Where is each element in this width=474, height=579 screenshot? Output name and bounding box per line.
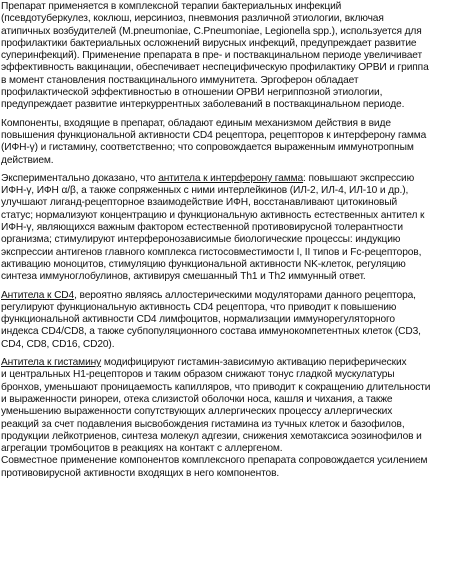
text-segment: экспрессии антигенов главного комплекса гистосовместимости I, II типов и Fc-рецепторов, (1, 246, 422, 258)
text-segment: агрегации тромбоцитов в реакциях на контакт с аллергеном. (1, 443, 283, 455)
text-line (1, 118, 473, 130)
paragraph (1, 173, 473, 284)
text-segment: (ИФН-γ) и гистамину, соответственно; что сопровождается выраженным иммунотропным (1, 142, 414, 154)
text-line (1, 142, 473, 154)
text-segment: Совместное применение компонентов комплексного препарата сопровождается усилением (1, 455, 428, 467)
text-segment: Компоненты, входящие в препарат, обладают единым механизмом действия в виде (1, 117, 391, 129)
text-line (1, 185, 473, 197)
text-line (1, 406, 473, 418)
text-line (1, 99, 473, 111)
text-segment: , вероятно являясь аллостерическими модуляторами данного рецептора, (74, 289, 416, 301)
text-segment: регулируют функциональную активность CD4 рецептора, что приводит к повышению (1, 301, 397, 313)
paragraph (1, 290, 473, 351)
text-line (1, 468, 473, 480)
text-line (1, 382, 473, 394)
text-line (1, 394, 473, 406)
text-line (1, 455, 473, 467)
text-line (1, 197, 473, 209)
text-line (1, 50, 473, 62)
text-line (1, 1, 473, 13)
text-segment: синтеза иммуноглобулинов, активируя смешанный Th1 и Th2 иммунный ответ. (1, 271, 366, 283)
text-segment: организма; стимулируют интерферонозависимые биологические процессы: индукцию (1, 234, 401, 246)
text-line (1, 247, 473, 259)
text-segment: предупреждает развитие интеркуррентных заболеваний в поствакцинальном периоде. (1, 99, 405, 111)
text-line (1, 271, 473, 283)
text-segment: : повышают экспрессию (303, 172, 415, 184)
text-segment: индекса CD4/CD8, а также субпопуляционного состава иммунокомпетентных клеток (CD3, (1, 326, 421, 338)
text-segment: функциональной активности CD4 лимфоцитов, нормализации иммунорегуляторного (1, 314, 395, 326)
underlined-term: антитела к интерферону гамма (158, 172, 304, 184)
text-segment: в момент становления поствакцинального иммунитета. Эргоферон обладает (1, 74, 359, 86)
text-segment: профилактики бактериальных осложнений вирусных инфекций, предупреждает развитие (1, 37, 417, 49)
text-segment: профилактической эффективностью в отношении ОРВИ негриппозной этиологии, (1, 87, 383, 99)
text-segment: реакций за счет подавления высвобождения гистамина из тучных клеток и базофилов, (1, 418, 405, 430)
text-segment: и выраженности ринореи, отека слизистой оболочки носа, кашля и чихания, а также (1, 393, 393, 405)
text-line (1, 339, 473, 351)
text-line (1, 326, 473, 338)
text-segment: статус; нормализуют концентрацию и функциональную активность естественных антител к (1, 209, 425, 221)
text-line (1, 13, 473, 25)
text-segment: Экспериментально доказано, что (1, 172, 159, 184)
text-line (1, 26, 473, 38)
text-line (1, 222, 473, 234)
text-line (1, 87, 473, 99)
paragraph (1, 118, 473, 167)
text-segment: действием. (1, 154, 54, 166)
underlined-term: Антитела к CD4 (1, 289, 75, 301)
text-segment: модифицируют гистамин-зависимую активацию периферических (101, 357, 407, 369)
text-line (1, 130, 473, 142)
text-line (1, 173, 473, 185)
paragraph (1, 455, 473, 480)
text-segment: ИФН-γ, ИФН α/β, а также сопряженных с ними интерлейкинов (ИЛ-2, ИЛ-4, ИЛ-10 и др.), (1, 185, 409, 197)
text-line (1, 75, 473, 87)
text-line (1, 419, 473, 431)
text-segment: и центральных H1-рецепторов и таким образом снижают тонус гладкой мускулатуры (1, 369, 395, 381)
text-line (1, 431, 473, 443)
text-segment: уменьшению выраженности сопутствующих аллергических процессу аллергических (1, 406, 393, 418)
text-line (1, 210, 473, 222)
text-segment: продукции лейкотриенов, синтеза молекул адгезии, снижения хемотаксиса эозинофилов и (1, 430, 422, 442)
text-line (1, 234, 473, 246)
text-line (1, 302, 473, 314)
text-segment: ИФН-γ, являющихся важным фактором естественной противовирусной толерантности (1, 222, 403, 234)
text-segment: улучшают лиганд-рецепторное взаимодействие ИФН, восстанавливают цитокиновый (1, 197, 398, 209)
paragraph (1, 357, 473, 455)
text-line (1, 357, 473, 369)
text-segment: противовирусной активности входящих в него компонентов. (1, 467, 280, 479)
text-segment: (псевдотуберкулез, коклюш, иерсиниоз, пневмония различной этиологии, включая (1, 13, 384, 25)
text-line (1, 369, 473, 381)
text-line (1, 443, 473, 455)
text-line (1, 314, 473, 326)
text-segment: Препарат применяется в комплексной терапии бактериальных инфекций (1, 1, 342, 12)
paragraph (1, 1, 473, 112)
text-line (1, 290, 473, 302)
text-line (1, 259, 473, 271)
text-segment: повышения функциональной активности CD4 рецептора, рецепторов к интерферону гамма (1, 129, 427, 141)
underlined-term: Антитела к гистамину (1, 357, 102, 369)
text-segment: атипичных возбудителей (M.pneumoniae, C.Pneumoniae, Legionella spp.), используется для (1, 25, 422, 37)
text-segment: бронхов, уменьшают проницаемость капилляров, что приводит к сокращению длительности (1, 381, 431, 393)
text-segment: активацию моноцитов, стимуляцию функциональной активности NK-клеток, регуляцию (1, 258, 406, 270)
text-segment: эффективность вакцинации, обеспечивает неспецифическую профилактику ОРВИ и гриппа (1, 62, 429, 74)
text-line (1, 155, 473, 167)
text-line (1, 38, 473, 50)
text-segment: суперинфекций). Применение препарата в пре- и поствакцинальном периоде увеличивает (1, 50, 423, 62)
text-segment: CD4, CD8, CD16, CD20). (1, 338, 115, 350)
text-line (1, 62, 473, 74)
